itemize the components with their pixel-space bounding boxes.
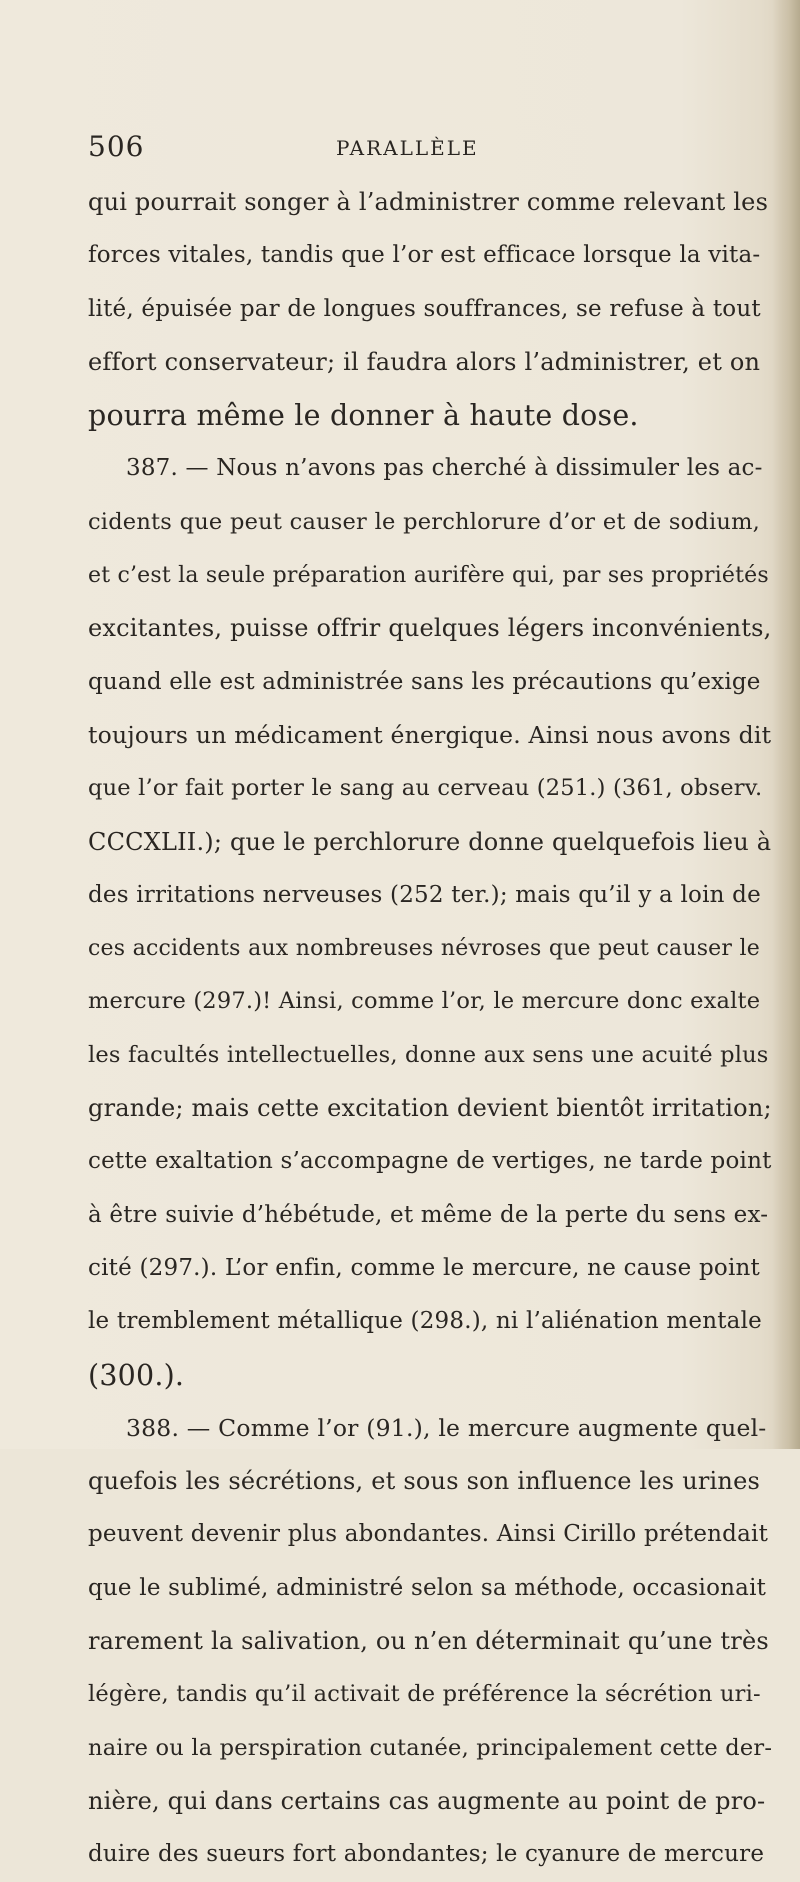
text-line: des irritations nerveuses (252 ter.); mais qu’il y a loin de [88,881,761,908]
body-text [88,176,773,1882]
text-line: légère, tandis qu’il activait de préférence la sécrétion uri- [88,1681,761,1708]
text-line: excitantes, puisse offrir quelques légers inconvénients, [88,614,772,643]
text-line: cidents que peut causer le perchlorure d’or et de sodium, [88,508,760,535]
text-line: CCCXLII.); que le perchlorure donne quelquefois lieu à [88,827,772,856]
page-header [88,130,758,166]
paragraph-start-387: 387. — Nous n’avons pas cherché à dissimuler les ac- [126,455,763,482]
running-title: PARALLÈLE [336,136,479,160]
text-line: le tremblement métallique (298.), ni l’aliénation mentale [88,1308,762,1335]
text-line: et c’est la seule préparation aurifère qui, par ses propriétés [88,563,769,589]
text-line: lité, épuisée par de longues souffrances, se refuse à tout [88,295,761,322]
text-line: grande; mais cette excitation devient bientôt irritation; [88,1094,772,1123]
paragraph-start-388: 388. — Comme l’or (91.), le mercure augmente quel- [126,1413,767,1442]
text-line: rarement la salivation, ou n’en déterminait qu’une très [88,1627,769,1656]
text-line: cité (297.). L’or enfin, comme le mercure, ne cause point [88,1254,760,1281]
text-line: quand elle est administrée sans les précautions qu’exige [88,668,761,695]
text-line: (300.). [88,1358,185,1392]
text-line: qui pourrait songer à l’administrer comme relevant les [88,188,769,216]
text-line: forces vitales, tandis que l’or est efficace lorsque la vita- [88,242,761,269]
text-line: que l’or fait porter le sang au cerveau (251.) (361, observ. [88,775,763,802]
text-line: nière, qui dans certains cas augmente au point de pro- [88,1786,766,1815]
text-line: quefois les sécrétions, et sous son influence les urines [88,1467,760,1496]
text-line: naire ou la perspiration cutanée, principalement cette der- [88,1734,773,1761]
text-line: peuvent devenir plus abondantes. Ainsi Cirillo prétendait [88,1521,769,1548]
text-line: effort conservateur; il faudra alors l’administrer, et on [88,347,761,376]
text-line: ces accidents aux nombreuses névroses que peut causer le [88,936,760,962]
text-line: les facultés intellectuelles, donne aux sens une acuité plus [88,1041,769,1068]
text-line: mercure (297.)! Ainsi, comme l’or, le mercure donc exalte [88,988,761,1015]
text-line: que le sublimé, administré selon sa méthode, occasionait [88,1574,767,1601]
text-line: cette exaltation s’accompagne de vertiges, ne tarde point [88,1148,772,1175]
page-edge-shadow [772,0,800,1449]
text-line: duire des sueurs fort abondantes; le cyanure de mercure [88,1841,765,1868]
text-line: à être suivie d’hébétude, et même de la perte du sens ex- [88,1201,769,1228]
page-number: 506 [88,130,145,163]
text-line: toujours un médicament énergique. Ainsi nous avons dit [88,720,772,749]
text-line: pourra même le donner à haute dose. [88,399,639,433]
